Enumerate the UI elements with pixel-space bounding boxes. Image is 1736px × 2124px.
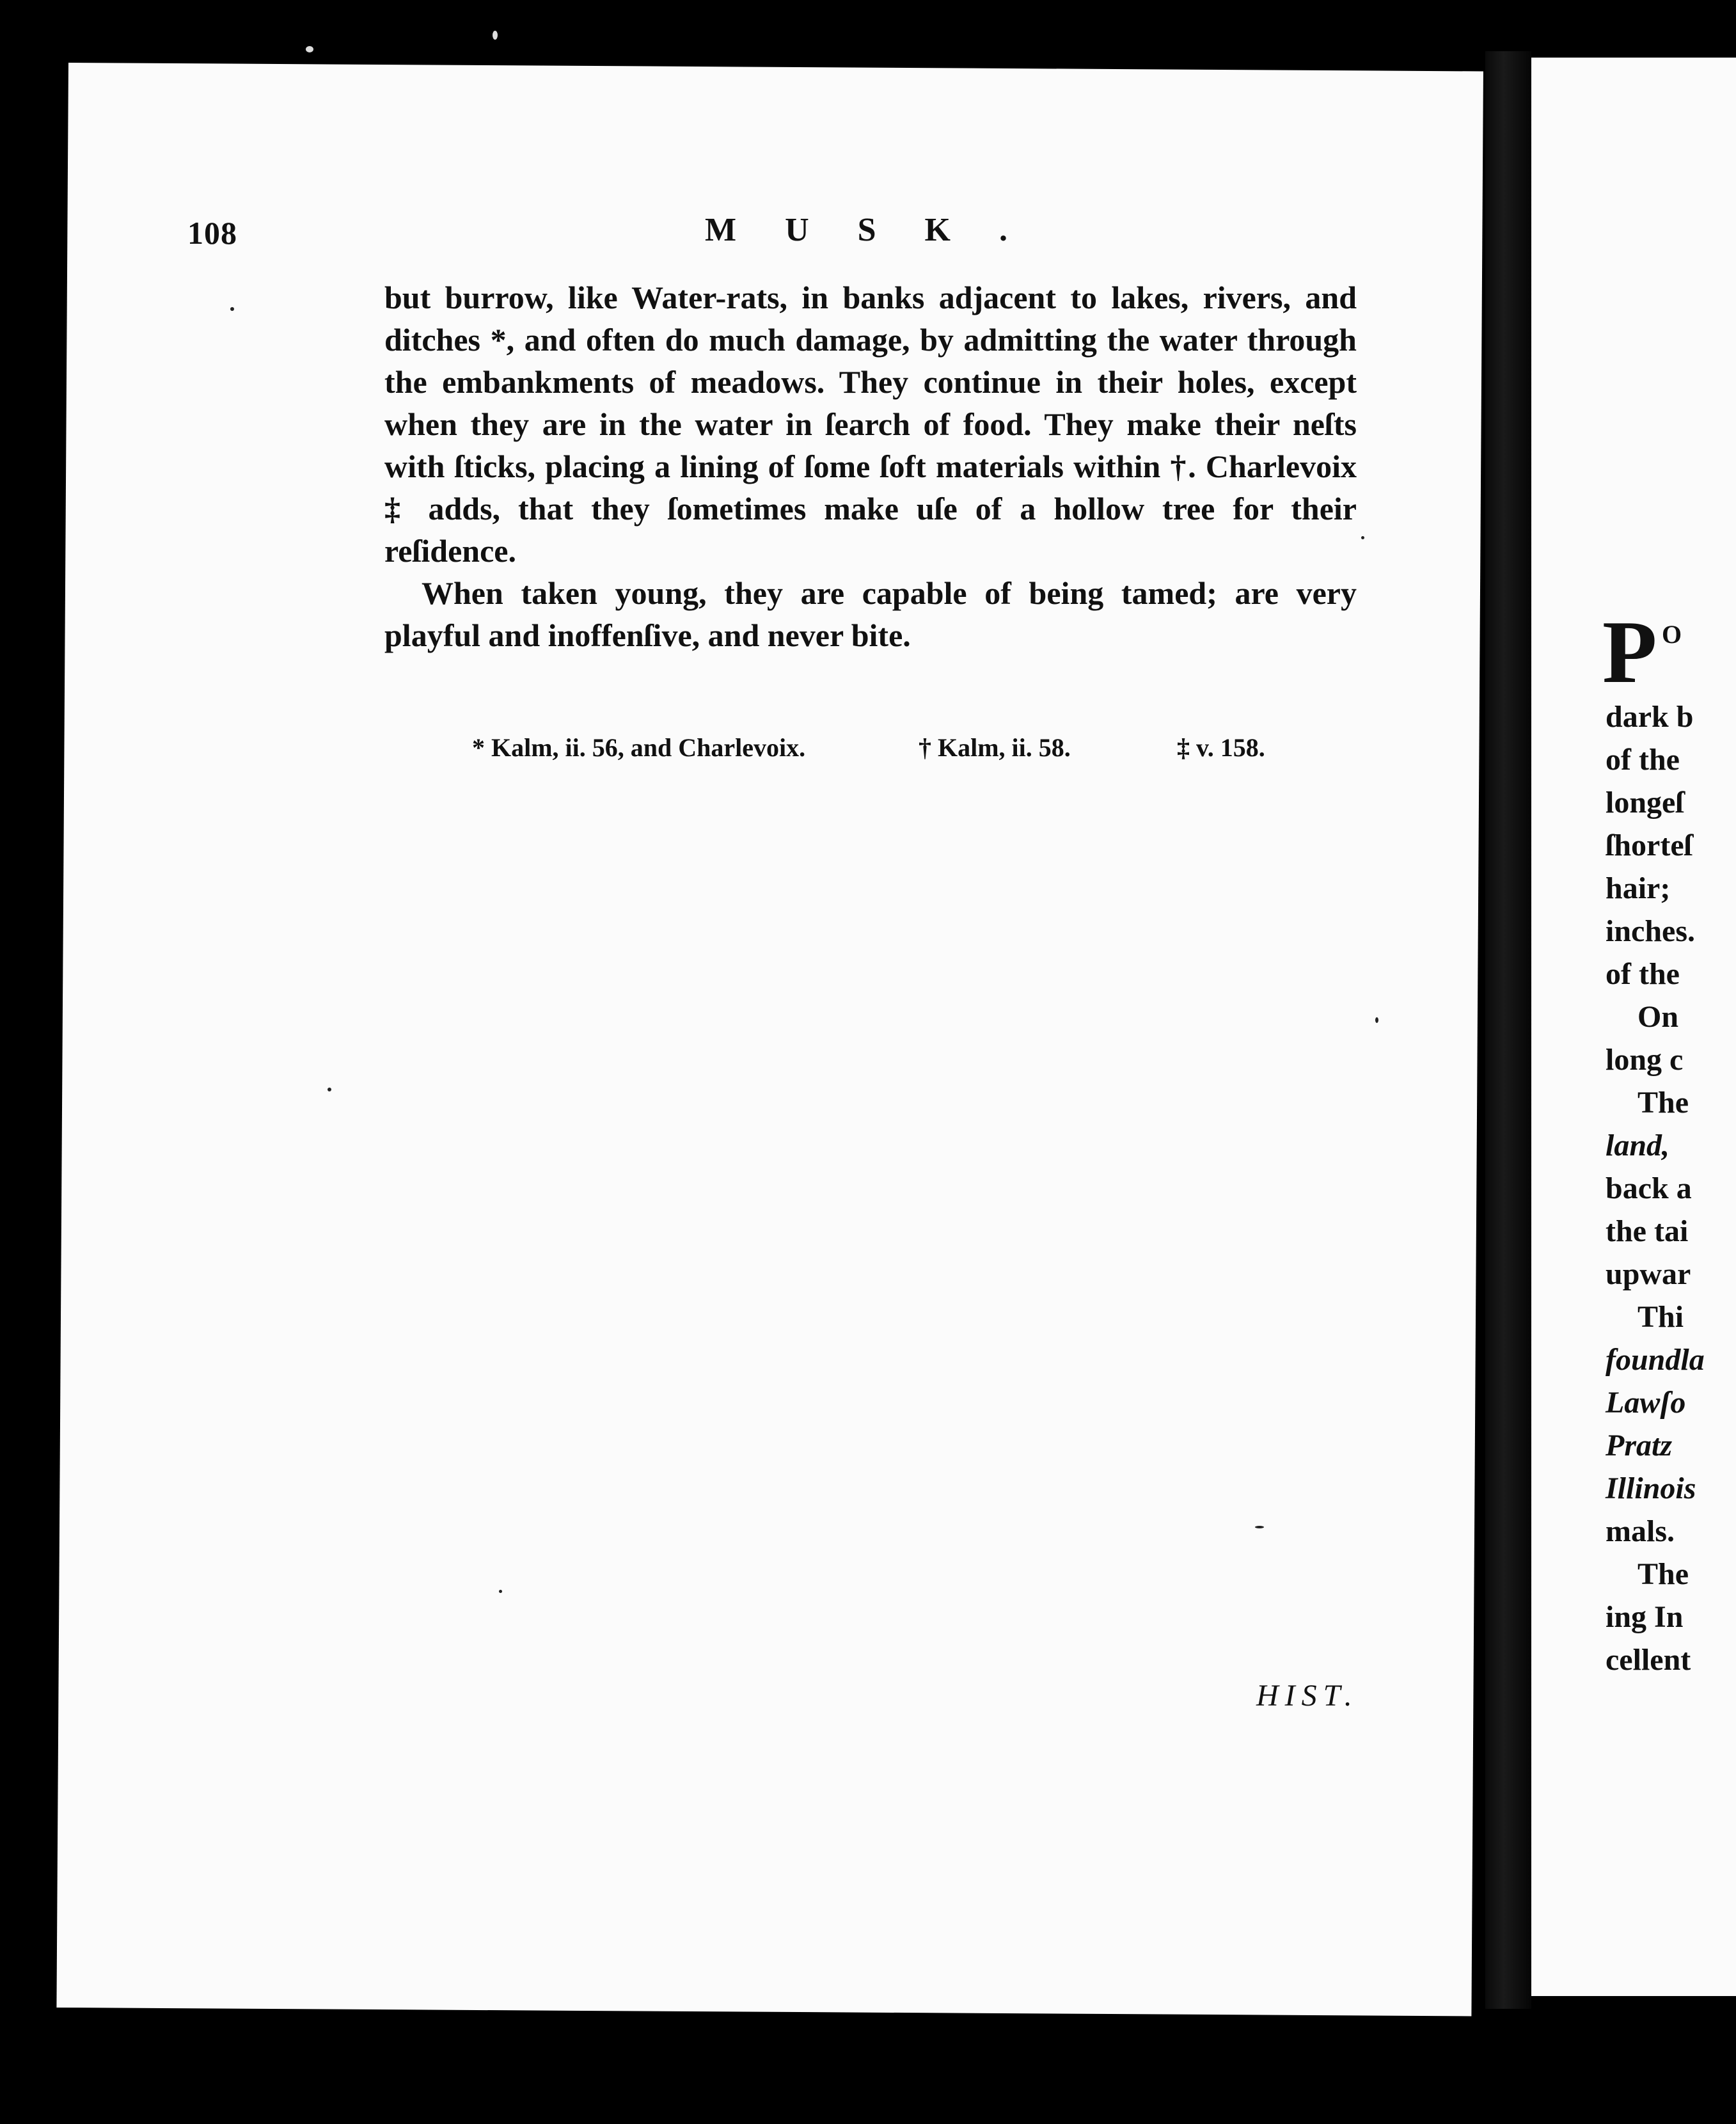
right-page-drop-initial: P: [1602, 603, 1657, 702]
right-line: The: [1637, 1086, 1689, 1120]
right-line: Lawſo: [1606, 1386, 1686, 1420]
page-number: 108: [187, 215, 237, 251]
footnote-2: † Kalm, ii. 58.: [919, 733, 1071, 762]
running-head: MUSK.: [705, 212, 1056, 248]
right-line: ſhorteſ: [1606, 828, 1693, 862]
right-line: mals.: [1606, 1514, 1675, 1548]
right-line: hair;: [1606, 871, 1671, 905]
body-text: [384, 276, 1357, 656]
right-line: Pratz: [1606, 1429, 1673, 1462]
right-line: dark b: [1606, 700, 1694, 734]
right-line: Thi: [1637, 1300, 1684, 1334]
footnote-3: ‡ v. 158.: [1177, 733, 1265, 762]
right-line: longeſ: [1606, 786, 1684, 820]
right-line: Illinois: [1606, 1471, 1696, 1505]
right-page-drop-initial-tail: O: [1662, 620, 1682, 649]
paragraph-2: When taken young, they are capable of being tamed; are very playful and inoffenſive, and never bite.: [384, 575, 1357, 653]
right-line: The: [1637, 1557, 1689, 1591]
right-line: back a: [1606, 1171, 1692, 1205]
right-line: cellent: [1606, 1643, 1691, 1677]
right-line: inches.: [1606, 914, 1696, 948]
right-line: land,: [1606, 1129, 1670, 1162]
right-line: foundla: [1606, 1343, 1705, 1377]
right-line: the tai: [1606, 1214, 1689, 1248]
right-page-lines: [1606, 695, 1733, 1681]
catchword: HIST.: [1256, 1679, 1359, 1713]
right-line: long c: [1606, 1043, 1684, 1077]
footnote-1: * Kalm, ii. 56, and Charlevoix.: [472, 733, 806, 762]
gutter-shadow: [1485, 51, 1531, 2009]
right-line: of the: [1606, 957, 1680, 991]
right-line: On: [1637, 1000, 1679, 1034]
paragraph-1: but burrow, like Water-rats, in banks adjacent to lakes, rivers, and ditches *, and often do much damage, by admitting the water through the embankments of meadows. They continue in their holes, except when they are in the water in ſearch of food. They make their neſts with ſticks, placing a lining of ſome ſoft materials within †. Charlevoix ‡ adds, that they ſometimes make uſe of a hollow tree for their reſidence.: [384, 280, 1357, 569]
right-line: of the: [1606, 743, 1680, 777]
right-line: upwar: [1606, 1257, 1691, 1291]
right-line: ing In: [1606, 1600, 1684, 1634]
